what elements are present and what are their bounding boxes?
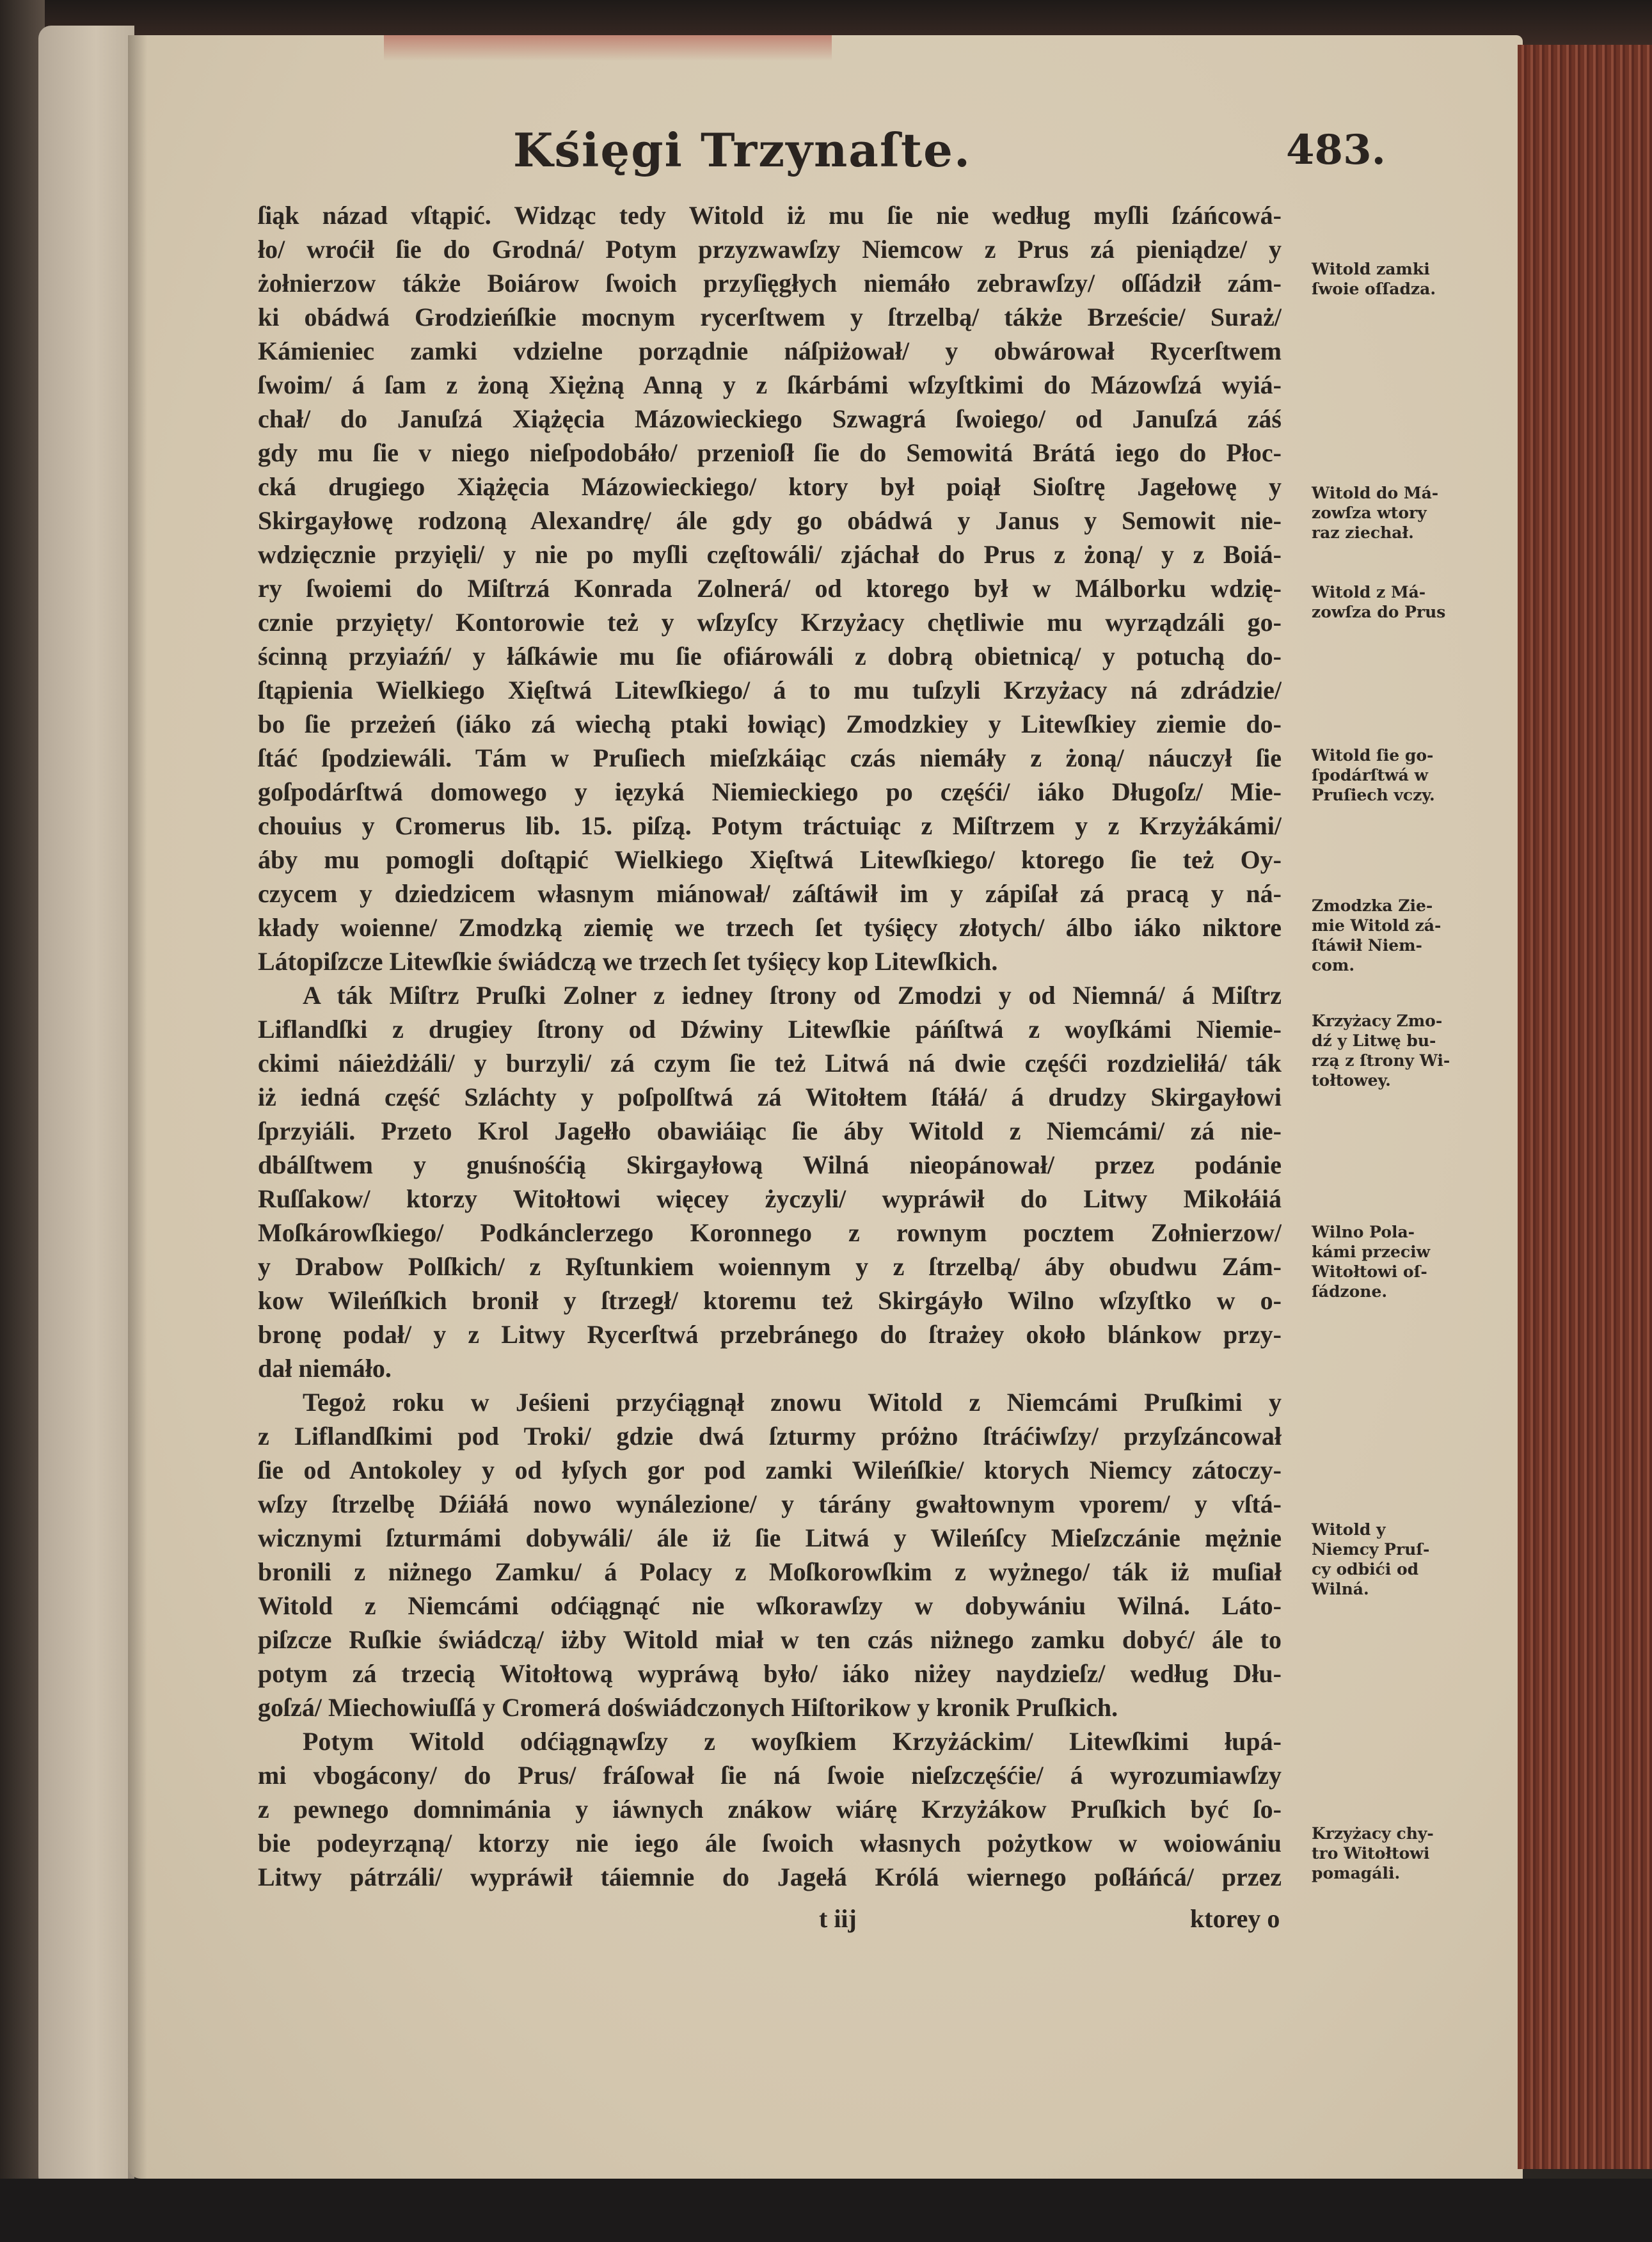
text-line: ścinną przyiaźń/ y łáſkáwie mu ſie ofiárowáli z dobrą obietnicą/ y potuchą do- bbox=[258, 642, 1282, 671]
text-line: goſzá/ Miechowiuſſá y Cromerá doświádczonych Hiſtorikow y kronik Pruſkich. bbox=[258, 1693, 1118, 1722]
margin-note-line: dź y Litwę bu- bbox=[1312, 1031, 1436, 1050]
margin-note-line: com. bbox=[1312, 956, 1355, 974]
margin-note-line: tro Witołtowi bbox=[1312, 1844, 1430, 1863]
body-text bbox=[258, 198, 1282, 1894]
text-line: chał/ do Januſzá Xiążęcia Mázowieckiego Szwagrá ſwoiego/ od Januſzá záś bbox=[258, 404, 1282, 433]
text-line: dał niemáło. bbox=[258, 1354, 392, 1383]
text-line: wſzy ſtrzelbę Dźiáłá nowo wynálezione/ y tárány gwałtownym vporem/ y vſtá- bbox=[258, 1490, 1282, 1518]
scan-background-bottom bbox=[0, 2179, 1652, 2242]
text-line: kow Wileńſkich bronił y ſtrzegł/ ktoremu też Skirgáyło Wilno wſzyſtko w o- bbox=[258, 1286, 1282, 1315]
text-line: Witold z Niemcámi odćiągnąć nie wſkorawſzy w dobywániu Wilná. Láto- bbox=[258, 1591, 1282, 1620]
text-line: piſzcze Ruſkie świádczą/ iżby Witold miał w ten czás niżnego zamku dobyć/ ále to bbox=[258, 1625, 1282, 1654]
red-edge-stain bbox=[384, 35, 832, 61]
margin-note bbox=[1312, 745, 1510, 805]
text-line: Skirgayłowę rodzoną Alexandrę/ ále gdy go obádwá y Janus y Semowit nie- bbox=[258, 506, 1282, 535]
text-line: cznie przyięty/ Kontorowie też y wſzyſcy Krzyżacy chętliwie mu wyrządzáli go- bbox=[258, 608, 1282, 637]
margin-note-line: ſádzone. bbox=[1312, 1282, 1388, 1301]
text-line: ſiąk názad vſtąpić. Widząc tedy Witold iż mu ſie nie według myſli ſzáńcowá- bbox=[258, 201, 1282, 230]
margin-note-line: Wilná. bbox=[1312, 1580, 1369, 1598]
text-line: ki obádwá Grodzieńſkie mocnym rycerſtwem y ſtrzelbą/ tákże Brzeście/ Suraż/ bbox=[258, 303, 1282, 331]
text-line: iż iedná część Szláchty y poſpolſtwá zá Witołtem ſtáłá/ á drudzy Skirgayłowi bbox=[258, 1083, 1282, 1111]
margin-note-line: ſpodárſtwá w bbox=[1312, 766, 1429, 784]
margin-note-line: Krzyżacy chy- bbox=[1312, 1824, 1434, 1843]
page-block-edges bbox=[1518, 45, 1652, 2169]
margin-note-line: ſtáwił Niem- bbox=[1312, 936, 1422, 955]
text-line: ſie od Antokoley y od łyſych gor pod zamki Wileńſkie/ ktorych Niemcy zátoczy- bbox=[258, 1456, 1282, 1484]
margin-note bbox=[1312, 1222, 1510, 1301]
margin-note-line: rzą z ſtrony Wi- bbox=[1312, 1051, 1450, 1070]
text-line: A ták Miſtrz Pruſki Zolner z iedney ſtrony od Zmodzi y od Niemná/ á Miſtrz bbox=[303, 981, 1282, 1010]
margin-note bbox=[1312, 582, 1510, 622]
text-line: chouius y Cromerus lib. 15. piſzą. Potym tráctuiąc z Miſtrzem y z Krzyżákámi/ bbox=[258, 811, 1282, 840]
running-head: Kśięgi Trzynaſte. bbox=[512, 123, 972, 177]
text-line: ſtáć ſpodziewáli. Tám w Pruſiech mieſzkáiąc czás niemáły z żoną/ náuczył ſie bbox=[258, 743, 1282, 772]
margin-note-line: Witold do Má- bbox=[1312, 484, 1439, 502]
text-line: y Drabow Polſkich/ z Ryſtunkiem woiennym y z ſtrzelbą/ áby obudwu Zám- bbox=[258, 1252, 1282, 1281]
text-line: Litwy pátrzáli/ wypráwił táiemnie do Jagełá Królá wiernego poſłáńcá/ przez bbox=[258, 1863, 1282, 1891]
margin-note-line: Witold y bbox=[1312, 1520, 1386, 1539]
margin-note-line: Krzyżacy Zmo- bbox=[1312, 1012, 1443, 1030]
text-line: cká drugiego Xiążęcia Mázowieckiego/ ktory był poiął Sioſtrę Jagełowę y bbox=[258, 472, 1282, 501]
text-line: ſprzyiáli. Przeto Krol Jagełło obawiáiąc ſie áby Witold z Niemcámi/ zá nie- bbox=[258, 1117, 1282, 1145]
text-line: ckimi náieżdżáli/ y burzyli/ zá czym ſie też Litwá ná dwie częśći rozdzieliłá/ ták bbox=[258, 1049, 1282, 1077]
text-line: áby mu pomogli doſtąpić Wielkiego Xięſtwá Litewſkiego/ ktorego ſie też Oy- bbox=[258, 845, 1282, 874]
text-line: ło/ wroćił ſie do Grodná/ Potym przyzwawſzy Niemcow z Prus zá pieniądze/ y bbox=[258, 235, 1282, 264]
text-line: z Liflandſkimi pod Troki/ gdzie dwá ſzturmy próżno ſtráćiwſzy/ przyſzáncował bbox=[258, 1422, 1282, 1451]
text-line: wicznymi ſzturmámi dobywáli/ ále iż ſie Litwá y Wileńſcy Mieſzczánie mężnie bbox=[258, 1523, 1282, 1552]
margin-note-line: kámi przeciw bbox=[1312, 1243, 1431, 1261]
margin-note-line: raz ziechał. bbox=[1312, 523, 1414, 542]
text-line: Moſkárowſkiego/ Podkánclerzego Koronnego z rownym pocztem Zołnierzow/ bbox=[258, 1218, 1282, 1247]
facing-page-edge bbox=[38, 26, 134, 2195]
text-line: bo ſie przeżeń (iáko zá wiechą ptaki łowiąc) Zmodzkiey y Litewſkiey ziemie do- bbox=[258, 710, 1282, 738]
page-number: 483. bbox=[1286, 126, 1386, 174]
margin-note-line: zowſza do Prus bbox=[1312, 603, 1446, 621]
text-line: gdy mu ſie v niego nieſpodobáło/ przenioſł ſie do Semowitá Brátá iego do Płoc- bbox=[258, 438, 1282, 467]
text-line: ſtąpienia Wielkiego Xięſtwá Litewſkiego/ á to mu tuſzyli Krzyżacy ná zdrádzie/ bbox=[258, 676, 1282, 704]
text-line: bie podeyrząną/ ktorzy nie iego ále ſwoich własnych pożytkow w woiowániu bbox=[258, 1829, 1282, 1857]
margin-note bbox=[1312, 1520, 1510, 1599]
margin-note bbox=[1312, 1824, 1510, 1883]
margin-note-line: mie Witold zá- bbox=[1312, 916, 1442, 935]
margin-note-line: Zmodzka Zie- bbox=[1312, 896, 1433, 915]
text-line: Ruſſakow/ ktorzy Witołtowi więcey życzyli/ wypráwił do Litwy Mikołáiá bbox=[258, 1184, 1282, 1213]
margin-note-line: zowſza wtory bbox=[1312, 504, 1427, 522]
text-line: ſwoim/ á ſam z żoną Xiężną Anną y z ſkárbámi wſzyſtkimi do Mázowſzá wyiá- bbox=[258, 370, 1282, 399]
signature-mark: t iij bbox=[819, 1904, 857, 1933]
margin-note bbox=[1312, 1011, 1510, 1090]
catchword: ktorey o bbox=[1190, 1904, 1280, 1933]
text-line: czycem y dziedzicem własnym miánował/ záſtáwił im y zápiſał zá pracą y ná- bbox=[258, 879, 1282, 908]
text-line: mi vbogácony/ do Prus/ fráſował ſie ná ſwoie nieſzczęśćie/ á wyrozumiawſzy bbox=[258, 1761, 1282, 1790]
text-line: żołnierzow tákże Boiárow ſwoich przyſięgłych niemáło zebrawſzy/ oſſádził zám- bbox=[258, 269, 1282, 298]
margin-note-line: Witold z Má- bbox=[1312, 583, 1426, 601]
text-line: ry ſwoiemi do Miſtrzá Konrada Zolnerá/ od ktorego był w Málborku wdzię- bbox=[258, 574, 1282, 603]
text-line: potym zá trzecią Witołtową wypráwą było/ iáko niżey naydzieſz/ według Dłu- bbox=[258, 1659, 1282, 1688]
text-line: Liflandſki z drugiey ſtrony od Dźwiny Litewſkie páńſtwá z woyſkámi Niemie- bbox=[258, 1015, 1282, 1044]
margin-note-line: Witold ſie go- bbox=[1312, 746, 1434, 765]
margin-note-line: cy odbići od bbox=[1312, 1560, 1419, 1578]
text-line: goſpodárſtwá domowego y ięzyká Niemieckiego po częśći/ iáko Długoſz/ Mie- bbox=[258, 777, 1282, 806]
text-line: bronili z niżnego Zamku/ á Polacy z Moſkorowſkim z wyżnego/ ták iż muſiał bbox=[258, 1557, 1282, 1586]
text-line: Kámieniec zamki vdzielne porządnie náſpiżował/ y obwárował Rycerſtwem bbox=[258, 337, 1282, 365]
margin-note-line: ſwoie oſſadza. bbox=[1312, 280, 1436, 298]
text-line: bronę podał/ y z Litwy Rycerſtwá przebránego do ſtrażey około blánkow przy- bbox=[258, 1320, 1282, 1349]
margin-note-line: Pruſiech vczy. bbox=[1312, 786, 1435, 804]
text-line: Potym Witold odćiągnąwſzy z woyſkiem Krzyżáckim/ Litewſkimi łupá- bbox=[303, 1727, 1282, 1756]
margin-note bbox=[1312, 483, 1510, 543]
margin-note-line: pomagáli. bbox=[1312, 1864, 1401, 1882]
margin-note-line: Niemcy Pruſ- bbox=[1312, 1540, 1430, 1559]
text-line: Tegoż roku w Jeśieni przyćiągnął znowu Witold z Niemcámi Pruſkimi y bbox=[303, 1388, 1282, 1417]
margin-note-line: Wilno Pola- bbox=[1312, 1223, 1415, 1241]
margin-note bbox=[1312, 896, 1510, 975]
text-line: z pewnego domnimánia y iáwnych znákow wiárę Krzyżákow Pruſkich być ſo- bbox=[258, 1795, 1282, 1824]
margin-note bbox=[1312, 259, 1510, 299]
text-line: wdzięcznie przyięli/ y nie po myſli częſtowáli/ zjáchał do Prus z żoną/ y z Boiá- bbox=[258, 540, 1282, 569]
text-line: Látopiſzcze Litewſkie świádczą we trzech ſet tyśięcy kop Litewſkich. bbox=[258, 947, 998, 976]
text-line: dbálſtwem y gnuśnośćią Skirgayłową Wilná nieopánował/ przez podánie bbox=[258, 1150, 1282, 1179]
margin-note-line: Witołtowi oſ- bbox=[1312, 1262, 1427, 1281]
text-line: kłady woienne/ Zmodzką ziemię we trzech ſet tyśięcy złotych/ álbo iáko niktore bbox=[258, 913, 1282, 942]
margin-note-line: Witold zamki bbox=[1312, 260, 1430, 278]
margin-note-line: tołtowey. bbox=[1312, 1071, 1391, 1090]
page-gutter-shadow bbox=[128, 35, 147, 2179]
